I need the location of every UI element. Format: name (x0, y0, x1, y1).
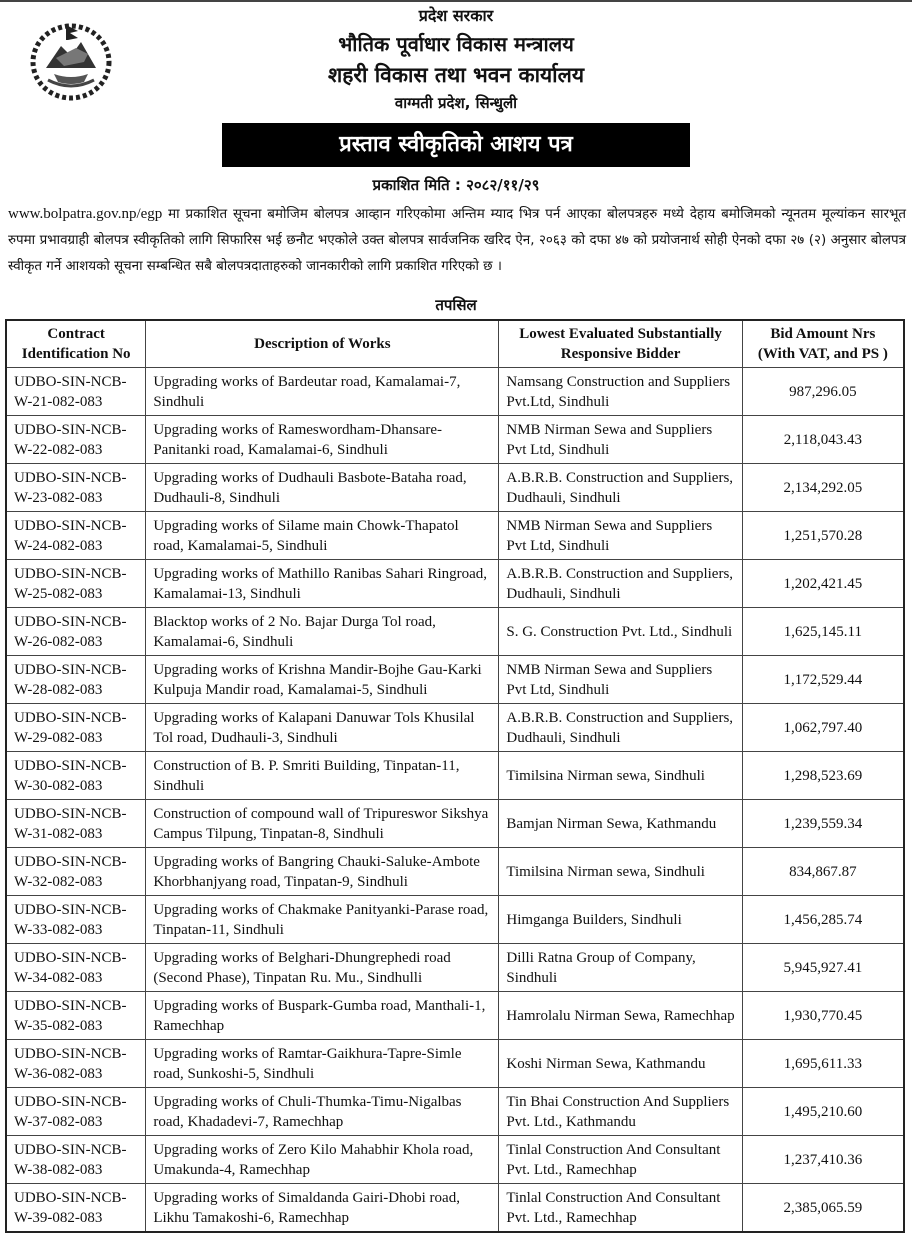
description-cell: Upgrading works of Mathillo Ranibas Sahari Ringroad, Kamalamai-13, Sindhuli (146, 560, 499, 608)
table-row (6, 1184, 904, 1233)
table-row (6, 896, 904, 944)
bid-amount-cell: 1,298,523.69 (742, 752, 904, 800)
contract-id-cell: UDBO-SIN-NCB- W-36-082-083 (6, 1040, 146, 1088)
bid-amount-cell: 2,385,065.59 (742, 1184, 904, 1233)
office-heading: शहरी विकास तथा भवन कार्यालय (327, 63, 585, 87)
top-border (0, 0, 912, 2)
table-row (6, 464, 904, 512)
bidder-cell: Bamjan Nirman Sewa, Kathmandu (499, 800, 742, 848)
header-contract-id: Contract Identification No (6, 320, 146, 368)
bid-amount-cell: 1,456,285.74 (742, 896, 904, 944)
notice-body-text: मा प्रकाशित सूचना बमोजिम बोलपत्र आव्हान गरिएकोमा अन्तिम म्याद भित्र पर्न आएका बोलपत्रहरु मध्ये देहाय बमोजिमको न्यूनतम मूल्यांकन सारभूत रुपमा प्रभावग्राही बोलपत्र स्वीकृतिको लागि सिफारिस भई छनौट भएकोले उक्त बोलपत्र सार्वजनिक खरिद ऐन, २०६३ को दफा ४७ को प्रयोजनार्थ सोही ऐनको दफा २७ (२) अनुसार बोलपत्र स्वीकृत गर्ने आशयको सूचना सम्बन्धित सबै बोलपत्रदाताहरुको जानकारीको लागि प्रकाशित गरिएको छ । (8, 207, 906, 274)
table-header-row (6, 320, 904, 368)
table-row (6, 1088, 904, 1136)
bidder-cell: Tin Bhai Construction And Suppliers Pvt. Ltd., Kathmandu (499, 1088, 742, 1136)
description-cell: Upgrading works of Simaldanda Gairi-Dhobi road, Likhu Tamakoshi-6, Ramechhap (146, 1184, 499, 1233)
header-bidder: Lowest Evaluated Substantially Responsive Bidder (499, 320, 742, 368)
table-row (6, 704, 904, 752)
bid-amount-cell: 1,625,145.11 (742, 608, 904, 656)
bid-amount-cell: 1,237,410.36 (742, 1136, 904, 1184)
contract-id-cell: UDBO-SIN-NCB- W-26-082-083 (6, 608, 146, 656)
table-row (6, 848, 904, 896)
contract-id-cell: UDBO-SIN-NCB- W-37-082-083 (6, 1088, 146, 1136)
description-cell: Blacktop works of 2 No. Bajar Durga Tol road, Kamalamai-6, Sindhuli (146, 608, 499, 656)
bidder-cell: Timilsina Nirman sewa, Sindhuli (499, 848, 742, 896)
bid-amount-cell: 1,062,797.40 (742, 704, 904, 752)
bidder-cell: Koshi Nirman Sewa, Kathmandu (499, 1040, 742, 1088)
contract-id-cell: UDBO-SIN-NCB- W-34-082-083 (6, 944, 146, 992)
ministry-heading: भौतिक पूर्वाधार विकास मन्त्रालय (338, 32, 574, 56)
schedule-heading: तपसिल (435, 296, 477, 314)
description-cell: Upgrading works of Buspark-Gumba road, Manthali-1, Ramechhap (146, 992, 499, 1040)
bid-amount-cell: 1,172,529.44 (742, 656, 904, 704)
bidder-cell: S. G. Construction Pvt. Ltd., Sindhuli (499, 608, 742, 656)
description-cell: Upgrading works of Dudhauli Basbote-Bataha road, Dudhauli-8, Sindhuli (146, 464, 499, 512)
bidder-cell: Namsang Construction and Suppliers Pvt.Ltd, Sindhuli (499, 368, 742, 416)
description-cell: Upgrading works of Belghari-Dhungrephedi road (Second Phase), Tinpatan Ru. Mu., Sindhulli (146, 944, 499, 992)
bidder-cell: NMB Nirman Sewa and Suppliers Pvt Ltd, Sindhuli (499, 512, 742, 560)
bidder-cell: Dilli Ratna Group of Company, Sindhuli (499, 944, 742, 992)
contract-id-cell: UDBO-SIN-NCB- W-21-082-083 (6, 368, 146, 416)
bidder-cell: NMB Nirman Sewa and Suppliers Pvt Ltd, Sindhuli (499, 416, 742, 464)
contract-id-cell: UDBO-SIN-NCB- W-33-082-083 (6, 896, 146, 944)
bidder-cell: Timilsina Nirman sewa, Sindhuli (499, 752, 742, 800)
bid-amount-cell: 2,134,292.05 (742, 464, 904, 512)
description-cell: Upgrading works of Krishna Mandir-Bojhe Gau-Karki Kulpuja Mandir road, Kamalamai-5, Sindhuli (146, 656, 499, 704)
table-row (6, 416, 904, 464)
description-cell: Construction of B. P. Smriti Building, Tinpatan-11, Sindhuli (146, 752, 499, 800)
bid-amount-cell: 5,945,927.41 (742, 944, 904, 992)
notice-title: प्रस्ताव स्वीकृतिको आशय पत्र (222, 123, 690, 167)
description-cell: Upgrading works of Rameswordham-Dhansare-Panitanki road, Kamalamai-6, Sindhuli (146, 416, 499, 464)
government-heading: प्रदेश सरकार (418, 6, 494, 25)
contract-id-cell: UDBO-SIN-NCB- W-32-082-083 (6, 848, 146, 896)
description-cell: Upgrading works of Zero Kilo Mahabhir Khola road, Umakunda-4, Ramechhap (146, 1136, 499, 1184)
table-row (6, 944, 904, 992)
description-cell: Upgrading works of Bardeutar road, Kamalamai-7, Sindhuli (146, 368, 499, 416)
table-row (6, 512, 904, 560)
description-cell: Upgrading works of Ramtar-Gaikhura-Tapre-Simle road, Sunkoshi-5, Sindhuli (146, 1040, 499, 1088)
description-cell: Construction of compound wall of Tripureswor Sikshya Campus Tilpung, Tinpatan-8, Sindhuli (146, 800, 499, 848)
table-row (6, 1040, 904, 1088)
bidder-cell: A.B.R.B. Construction and Suppliers, Dudhauli, Sindhuli (499, 560, 742, 608)
table-row (6, 992, 904, 1040)
description-cell: Upgrading works of Kalapani Danuwar Tols Khusilal Tol road, Dudhauli-3, Sindhuli (146, 704, 499, 752)
bid-amount-cell: 1,239,559.34 (742, 800, 904, 848)
bidder-cell: NMB Nirman Sewa and Suppliers Pvt Ltd, Sindhuli (499, 656, 742, 704)
contract-id-cell: UDBO-SIN-NCB- W-28-082-083 (6, 656, 146, 704)
contract-id-cell: UDBO-SIN-NCB- W-30-082-083 (6, 752, 146, 800)
header-bid-amount: Bid Amount Nrs (With VAT, and PS ) (742, 320, 904, 368)
table-row (6, 1136, 904, 1184)
table-row (6, 368, 904, 416)
bidder-cell: A.B.R.B. Construction and Suppliers, Dudhauli, Sindhuli (499, 704, 742, 752)
table-row (6, 800, 904, 848)
contract-id-cell: UDBO-SIN-NCB- W-31-082-083 (6, 800, 146, 848)
description-cell: Upgrading works of Silame main Chowk-Thapatol road, Kamalamai-5, Sindhuli (146, 512, 499, 560)
contract-id-cell: UDBO-SIN-NCB- W-38-082-083 (6, 1136, 146, 1184)
location-heading: वाग्मती प्रदेश, सिन्धुली (394, 94, 518, 112)
bid-amount-cell: 1,251,570.28 (742, 512, 904, 560)
bidder-cell: Hamrolalu Nirman Sewa, Ramechhap (499, 992, 742, 1040)
header-description: Description of Works (146, 320, 499, 368)
bid-amount-cell: 834,867.87 (742, 848, 904, 896)
bid-acceptance-table (5, 319, 905, 1233)
contract-id-cell: UDBO-SIN-NCB- W-39-082-083 (6, 1184, 146, 1233)
table-row (6, 656, 904, 704)
contract-id-cell: UDBO-SIN-NCB- W-22-082-083 (6, 416, 146, 464)
bid-amount-cell: 1,695,611.33 (742, 1040, 904, 1088)
egp-link[interactable]: www.bolpatra.gov.np/egp (8, 206, 163, 222)
contract-id-cell: UDBO-SIN-NCB- W-25-082-083 (6, 560, 146, 608)
bidder-cell: Tinlal Construction And Consultant Pvt. Ltd., Ramechhap (499, 1184, 742, 1233)
contract-id-cell: UDBO-SIN-NCB- W-29-082-083 (6, 704, 146, 752)
notice-body (8, 201, 906, 280)
bid-amount-cell: 1,202,421.45 (742, 560, 904, 608)
contract-id-cell: UDBO-SIN-NCB- W-35-082-083 (6, 992, 146, 1040)
bid-amount-cell: 2,118,043.43 (742, 416, 904, 464)
published-date: प्रकाशित मिति : २०८२/११/२९ (372, 176, 540, 194)
description-cell: Upgrading works of Chuli-Thumka-Timu-Nigalbas road, Khadadevi-7, Ramechhap (146, 1088, 499, 1136)
contract-id-cell: UDBO-SIN-NCB- W-24-082-083 (6, 512, 146, 560)
description-cell: Upgrading works of Bangring Chauki-Saluke-Ambote Khorbhanjyang road, Tinpatan-9, Sindhuli (146, 848, 499, 896)
bid-amount-cell: 1,495,210.60 (742, 1088, 904, 1136)
table-row (6, 560, 904, 608)
contract-id-cell: UDBO-SIN-NCB- W-23-082-083 (6, 464, 146, 512)
table-row (6, 608, 904, 656)
bidder-cell: Tinlal Construction And Consultant Pvt. Ltd., Ramechhap (499, 1136, 742, 1184)
bidder-cell: A.B.R.B. Construction and Suppliers, Dudhauli, Sindhuli (499, 464, 742, 512)
bid-amount-cell: 987,296.05 (742, 368, 904, 416)
table-row (6, 752, 904, 800)
bidder-cell: Himganga Builders, Sindhuli (499, 896, 742, 944)
description-cell: Upgrading works of Chakmake Panityanki-Parase road, Tinpatan-11, Sindhuli (146, 896, 499, 944)
bid-amount-cell: 1,930,770.45 (742, 992, 904, 1040)
